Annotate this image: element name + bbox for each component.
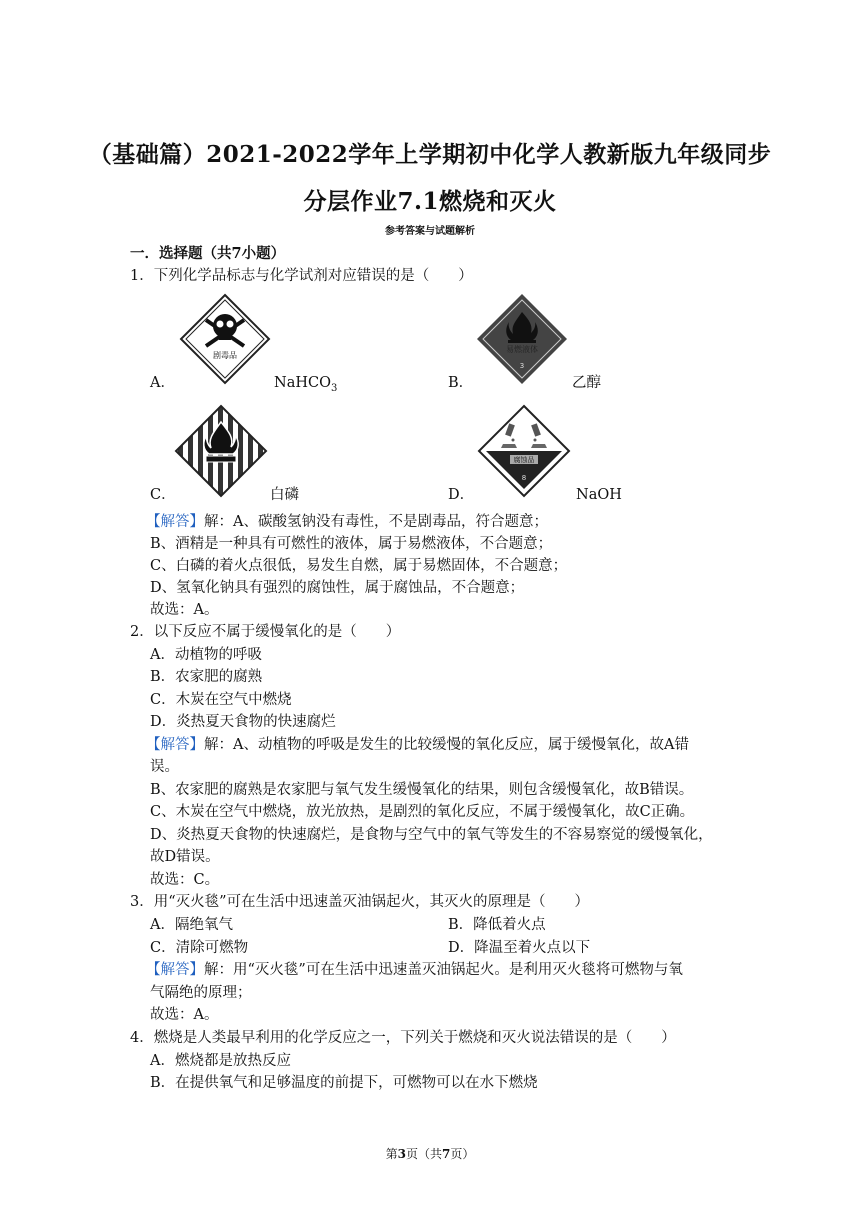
sign-b-class-number: 3 bbox=[519, 362, 525, 370]
flammable-liquid-sign bbox=[475, 292, 569, 386]
document-title-line1: （基础篇）2021-2022学年上学期初中化学人教新版九年级同步 bbox=[88, 141, 772, 168]
q1-analysis-line-2: B、酒精是一种具有可燃性的液体，属于易燃液体，不合题意； bbox=[150, 536, 553, 552]
q3-option-b: B．降低着火点 bbox=[448, 917, 546, 933]
option-d-reagent: NaOH bbox=[576, 487, 622, 503]
flammable-solid-sign bbox=[174, 404, 268, 498]
q4-option-a: A．燃烧都是放热反应 bbox=[150, 1053, 291, 1069]
answer-tag: 【解答】 bbox=[146, 514, 204, 530]
sign-b-text: 易燃液体 bbox=[506, 345, 538, 354]
document-subtitle: 参考答案与试题解析 bbox=[385, 226, 475, 237]
option-d-label: D． bbox=[448, 487, 475, 503]
q1-analysis-line-4: D、氢氧化钠具有强烈的腐蚀性，属于腐蚀品，不合题意； bbox=[150, 580, 525, 596]
question-3-stem: 3．用“灭火毯”可在生活中迅速盖灭油锅起火，其灭火的原理是（ ） bbox=[130, 894, 590, 910]
q2-analysis-line-2: 误。 bbox=[150, 759, 179, 775]
q1-analysis-line-3: C、白磷的着火点很低，易发生自燃，属于易燃固体，不合题意； bbox=[150, 558, 568, 574]
q3-option-c: C．清除可燃物 bbox=[150, 940, 249, 956]
sign-d-text: 腐蚀品 bbox=[513, 456, 535, 464]
q2-option-a: A．动植物的呼吸 bbox=[150, 647, 262, 663]
q1-analysis-line-1: 【解答】解：A、碳酸氢钠没有毒性，不是剧毒品，符合题意； bbox=[146, 514, 548, 530]
question-4-stem: 4．燃烧是人类最早利用的化学反应之一，下列关于燃烧和灭火说法错误的是（ ） bbox=[130, 1030, 676, 1046]
corrosive-sign bbox=[477, 404, 571, 498]
q2-analysis-line-1: 【解答】解：A、动植物的呼吸是发生的比较缓慢的氧化反应，属于缓慢氧化，故A错 bbox=[146, 737, 689, 753]
option-a-label: A． bbox=[150, 375, 175, 391]
q2-option-b: B．农家肥的腐熟 bbox=[150, 669, 263, 685]
current-page-number: 3 bbox=[397, 1147, 406, 1161]
q2-analysis-line-6: 故D错误。 bbox=[150, 849, 220, 865]
sign-a-text: 剧毒品 bbox=[213, 351, 237, 360]
q3-option-d: D．降温至着火点以下 bbox=[448, 940, 591, 956]
q2-analysis-line-4: C、木炭在空气中燃烧，放光放热，是剧烈的氧化反应，不属于缓慢氧化，故C正确。 bbox=[150, 804, 695, 820]
question-2-stem: 2．以下反应不属于缓慢氧化的是（ ） bbox=[130, 624, 401, 640]
question-1-stem: 1．下列化学品标志与化学试剂对应错误的是（ ） bbox=[130, 268, 473, 284]
answer-tag: 【解答】 bbox=[146, 737, 204, 753]
q3-option-a: A．隔绝氧气 bbox=[150, 917, 233, 933]
section-heading: 一．选择题（共7小题） bbox=[130, 245, 286, 262]
q1-analysis-line-5: 故选：A。 bbox=[150, 602, 219, 618]
q2-option-d: D．炎热夏天食物的快速腐烂 bbox=[150, 714, 336, 730]
q2-analysis-line-7: 故选：C。 bbox=[150, 872, 220, 888]
q3-analysis-line-3: 故选：A。 bbox=[150, 1007, 219, 1023]
option-b-label: B． bbox=[448, 375, 474, 391]
answer-tag: 【解答】 bbox=[146, 962, 204, 978]
option-c-reagent: 白磷 bbox=[270, 487, 299, 503]
q3-analysis-line-1: 【解答】解：用“灭火毯”可在生活中迅速盖灭油锅起火。是利用灭火毯将可燃物与氧 bbox=[146, 962, 683, 978]
option-b-reagent: 乙醇 bbox=[572, 375, 601, 391]
toxic-hazard-sign bbox=[178, 292, 272, 386]
document-title-line2: 分层作业7.1燃烧和灭火 bbox=[303, 188, 557, 215]
q2-option-c: C．木炭在空气中燃烧 bbox=[150, 692, 292, 708]
q2-analysis-line-5: D、炎热夏天食物的快速腐烂，是食物与空气中的氧气等发生的不容易察觉的缓慢氧化， bbox=[150, 827, 713, 843]
q3-analysis-line-2: 气隔绝的原理； bbox=[150, 985, 252, 1001]
page-footer: 第3页（共7页） bbox=[385, 1147, 475, 1161]
sign-d-class-number: 8 bbox=[521, 474, 527, 482]
q2-analysis-line-3: B、农家肥的腐熟是农家肥与氧气发生缓慢氧化的结果，则包含缓慢氧化，故B错误。 bbox=[150, 782, 694, 798]
option-a-reagent: NaHCO$_3$ bbox=[274, 375, 338, 394]
option-c-label: C． bbox=[150, 487, 176, 503]
total-page-count: 7 bbox=[442, 1147, 451, 1161]
q4-option-b: B．在提供氧气和足够温度的前提下，可燃物可以在水下燃烧 bbox=[150, 1075, 538, 1091]
